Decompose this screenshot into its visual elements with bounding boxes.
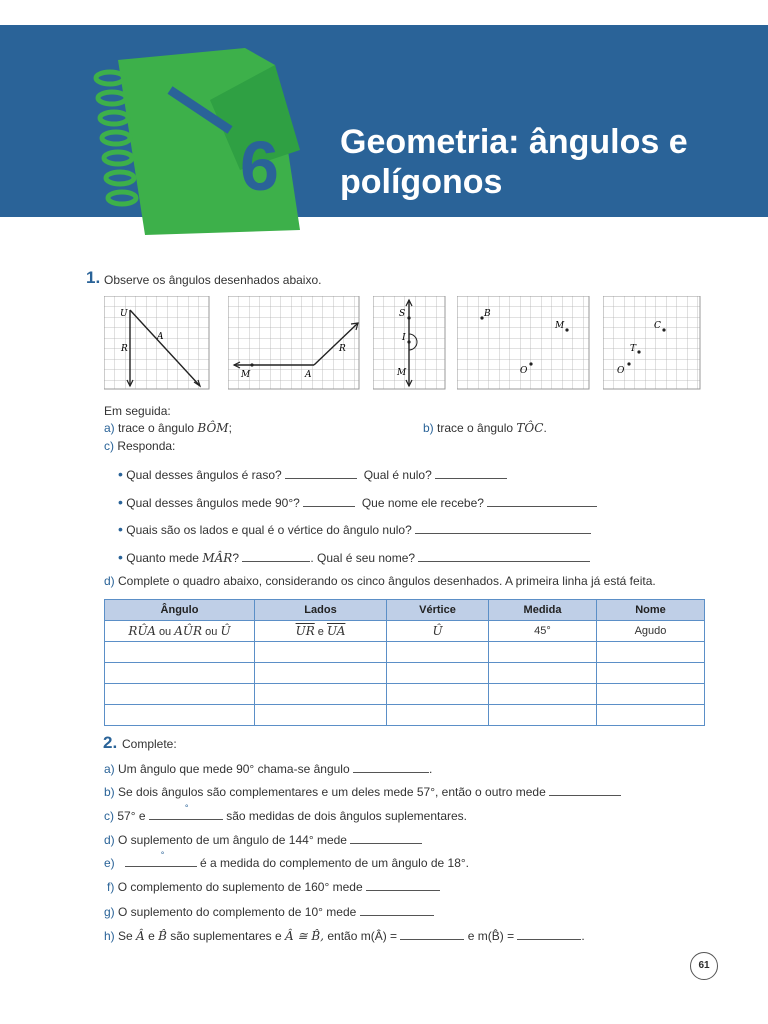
- item-text: Um ângulo que mede 90° chama-se ângulo: [118, 762, 350, 776]
- point-label: A: [157, 332, 164, 342]
- bullet-text: Quanto mede: [126, 551, 199, 565]
- angle-symbol: RÛA: [128, 624, 156, 638]
- table-cell[interactable]: [387, 684, 489, 705]
- item-label: c): [104, 439, 114, 453]
- bullet-icon: •: [118, 521, 123, 537]
- segment-symbol: $\overline{UR}$: [295, 624, 315, 638]
- answer-blank[interactable]: [242, 550, 310, 562]
- question-1-prompt: Observe os ângulos desenhados abaixo.: [104, 273, 322, 287]
- answer-blank[interactable]: [415, 522, 591, 534]
- item-2d: [104, 832, 422, 847]
- table-cell[interactable]: [489, 663, 597, 684]
- item-label: d): [104, 574, 115, 588]
- bullet-1: [118, 466, 507, 482]
- table-cell: Agudo: [597, 621, 705, 642]
- chapter-number: 6: [240, 127, 279, 205]
- angle-symbol: BÔM: [197, 421, 229, 435]
- table-cell: [255, 621, 387, 642]
- table-cell[interactable]: [255, 663, 387, 684]
- bullet-4: [118, 549, 590, 565]
- table-cell[interactable]: [597, 705, 705, 726]
- item-text: Se dois ângulos são complementares e um deles mede 57°, então o outro mede: [118, 785, 546, 799]
- item-label: a): [104, 421, 115, 435]
- item-label: b): [423, 421, 434, 435]
- bullet-text: Qual desses ângulos é raso?: [126, 468, 282, 482]
- column-header: Lados: [255, 600, 387, 621]
- item-text: trace o ângulo: [118, 421, 195, 435]
- answer-blank[interactable]: [366, 879, 440, 891]
- angle-figure-1: [104, 296, 210, 390]
- degree-mark: °: [160, 850, 165, 860]
- answer-blank[interactable]: [517, 928, 581, 940]
- table-cell[interactable]: [489, 705, 597, 726]
- bullet-text: . Qual é seu nome?: [310, 551, 416, 565]
- answer-blank[interactable]: [353, 761, 429, 773]
- table-row[interactable]: [105, 663, 705, 684]
- answer-blank[interactable]: [400, 928, 464, 940]
- title-line-1: Geometria: ângulos e: [340, 123, 688, 161]
- bullet-icon: •: [118, 466, 123, 482]
- table-row: [105, 621, 705, 642]
- table-cell: [105, 621, 255, 642]
- point-label: M: [241, 370, 251, 380]
- item-2f: [107, 879, 440, 894]
- item-1a: [104, 421, 232, 435]
- point-label: U: [120, 309, 128, 319]
- item-label: c): [104, 809, 114, 823]
- table-cell[interactable]: [597, 642, 705, 663]
- item-1c: [104, 439, 175, 453]
- table-cell[interactable]: [489, 642, 597, 663]
- item-text: trace o ângulo: [437, 421, 514, 435]
- bullet-3: [118, 521, 591, 537]
- item-2e: [104, 850, 470, 870]
- bullet-text: Que nome ele recebe?: [361, 496, 484, 510]
- answer-blank[interactable]: [350, 832, 422, 844]
- item-text: são medidas de dois ângulos suplementares.: [226, 809, 468, 823]
- angle-symbol: AÛR: [174, 624, 203, 638]
- answer-blank[interactable]: [149, 803, 223, 820]
- angle-figure-3: [373, 296, 446, 390]
- table-cell[interactable]: [597, 663, 705, 684]
- point-label: O: [617, 366, 625, 376]
- item-2c: [104, 803, 468, 823]
- angle-symbol: Û: [432, 624, 443, 638]
- item-text: são suplementares e: [170, 929, 282, 943]
- point-label: R: [121, 344, 128, 354]
- table-row[interactable]: [105, 642, 705, 663]
- segment-symbol: $\overline{UA}$: [326, 624, 346, 638]
- item-text: O suplemento de um ângulo de 144° mede: [118, 833, 347, 847]
- column-header: Vértice: [387, 600, 489, 621]
- table-cell: 45°: [489, 621, 597, 642]
- answer-blank[interactable]: [303, 495, 355, 507]
- point-label: C: [654, 321, 661, 331]
- point-label: B: [484, 309, 491, 319]
- column-header: Ângulo: [105, 600, 255, 621]
- item-text: e m(B̂) =: [467, 929, 515, 943]
- table-cell[interactable]: [105, 663, 255, 684]
- item-2g: [104, 904, 434, 919]
- table-cell[interactable]: [255, 642, 387, 663]
- point-label: A: [305, 370, 312, 380]
- table-cell[interactable]: [105, 642, 255, 663]
- item-text: 57° e: [117, 809, 146, 823]
- angle-figure-5: [603, 296, 701, 390]
- angle-symbol: B̂: [158, 929, 167, 943]
- item-label: a): [104, 762, 115, 776]
- item-1b: [423, 421, 547, 435]
- answer-blank[interactable]: [125, 850, 197, 867]
- table-cell[interactable]: [255, 705, 387, 726]
- table-cell[interactable]: [489, 684, 597, 705]
- point-label: I: [402, 333, 406, 343]
- bullet-icon: •: [118, 549, 123, 565]
- bullet-text: Quais são os lados e qual é o vértice do ângulo nulo?: [126, 523, 412, 537]
- table-row[interactable]: [105, 705, 705, 726]
- chapter-title: [340, 122, 760, 202]
- item-2b: [104, 784, 621, 799]
- bullet-2: [118, 494, 597, 510]
- angle-symbol: Û: [220, 624, 231, 638]
- answer-blank[interactable]: [487, 495, 597, 507]
- angle-symbol: Â: [136, 929, 145, 943]
- answer-blank[interactable]: [360, 904, 434, 916]
- point-label: M: [397, 368, 407, 378]
- table-cell[interactable]: [105, 684, 255, 705]
- point-label: S: [399, 309, 406, 319]
- item-label: f): [107, 880, 115, 894]
- table-row[interactable]: [105, 684, 705, 705]
- punctuation: ?: [232, 551, 239, 565]
- item-text: Responda:: [117, 439, 176, 453]
- angles-table: [104, 599, 705, 726]
- item-text: Complete o quadro abaixo, considerando os cinco ângulos desenhados. A primeira linha já está feita.: [118, 574, 656, 588]
- item-text: O suplemento do complemento de 10° mede: [118, 905, 357, 919]
- item-1d: [104, 574, 656, 588]
- angle-symbol: MÂR: [202, 551, 233, 565]
- bullet-text: Qual é nulo?: [363, 468, 432, 482]
- item-2a: [104, 761, 432, 776]
- table-header-row: [105, 600, 705, 621]
- bullet-text: Qual desses ângulos mede 90°?: [126, 496, 300, 510]
- degree-mark: °: [184, 803, 189, 813]
- notebook-icon: [70, 20, 310, 235]
- angle-symbol: TÔC: [516, 421, 544, 435]
- answer-blank[interactable]: [435, 467, 507, 479]
- point-label: T: [630, 344, 637, 354]
- punctuation: .: [581, 929, 585, 943]
- table-cell[interactable]: [387, 705, 489, 726]
- column-header: Medida: [489, 600, 597, 621]
- intro-text: Em seguida:: [104, 404, 171, 418]
- table-cell[interactable]: [597, 684, 705, 705]
- item-text: O complemento do suplemento de 160° mede: [117, 880, 363, 894]
- item-label: e): [104, 856, 115, 870]
- item-label: h): [104, 929, 115, 943]
- item-text: Se: [118, 929, 133, 943]
- item-label: d): [104, 833, 115, 847]
- cell-text: e: [317, 626, 324, 638]
- answer-blank[interactable]: [285, 467, 357, 479]
- item-text: e: [148, 929, 155, 943]
- table-cell[interactable]: [387, 663, 489, 684]
- bullet-icon: •: [118, 494, 123, 510]
- point-label: O: [520, 366, 528, 376]
- answer-blank[interactable]: [549, 784, 621, 796]
- angle-symbol: Â ≅ B̂,: [285, 929, 324, 943]
- title-line-2: polígonos: [340, 163, 503, 201]
- table-cell[interactable]: [105, 705, 255, 726]
- angle-figure-4: [457, 296, 590, 390]
- punctuation: .: [428, 762, 433, 776]
- punctuation: ;: [228, 421, 232, 435]
- question-1-number: 1.: [86, 268, 101, 287]
- table-cell: [387, 621, 489, 642]
- item-label: g): [104, 905, 115, 919]
- table-cell[interactable]: [255, 684, 387, 705]
- item-text: então m(Â) =: [327, 929, 398, 943]
- point-label: R: [339, 344, 346, 354]
- item-2h: [104, 928, 585, 943]
- cell-text: ou: [205, 626, 218, 638]
- question-2-prompt: Complete:: [122, 737, 177, 751]
- column-header: Nome: [597, 600, 705, 621]
- table-cell[interactable]: [387, 642, 489, 663]
- punctuation: .: [543, 421, 547, 435]
- point-label: M: [555, 321, 565, 331]
- question-2-number: 2.: [103, 733, 118, 752]
- angle-figure-2: [228, 296, 360, 390]
- answer-blank[interactable]: [418, 550, 590, 562]
- item-text: é a medida do complemento de um ângulo de 18°.: [200, 856, 470, 870]
- page-number: 61: [690, 952, 718, 980]
- cell-text: ou: [158, 626, 172, 638]
- item-label: b): [104, 785, 115, 799]
